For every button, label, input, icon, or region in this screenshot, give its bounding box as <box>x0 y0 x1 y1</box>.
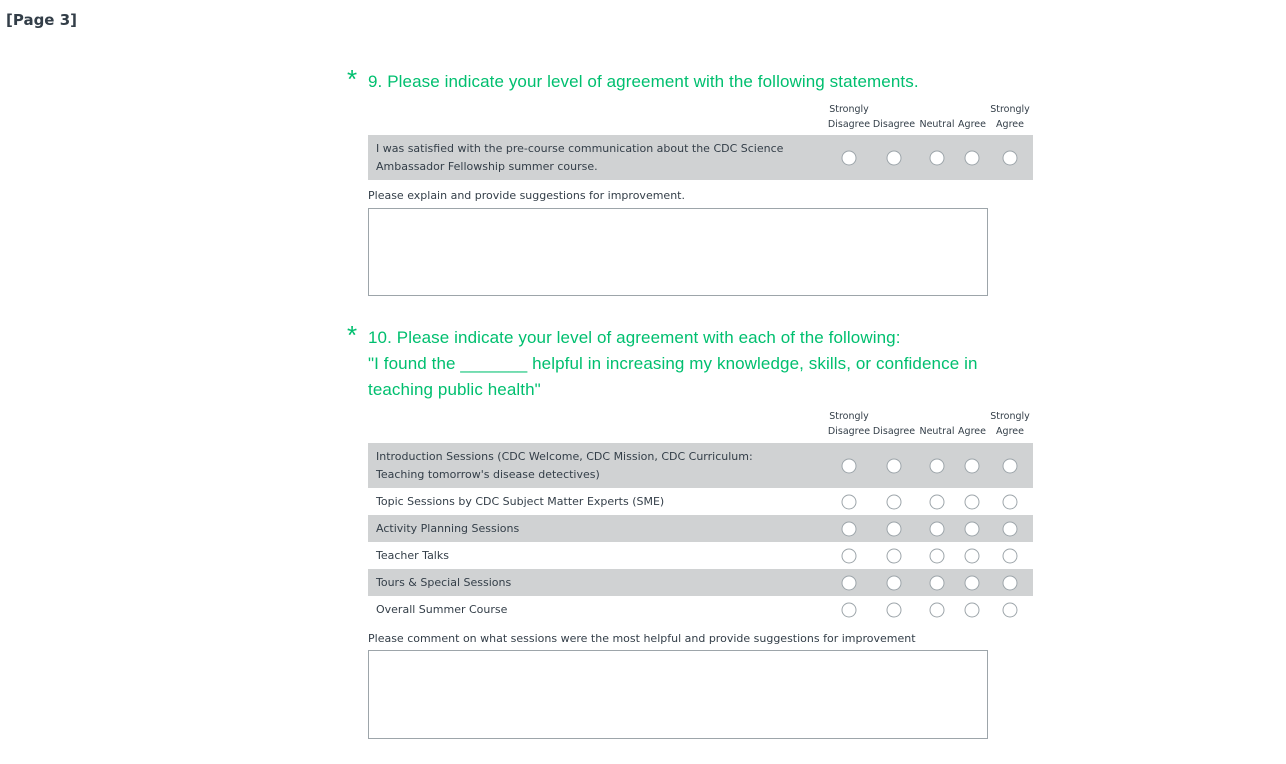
radio-strongly-agree[interactable] <box>1003 575 1018 590</box>
scale-label-line: Agree <box>996 426 1024 437</box>
scale-label <box>828 102 870 132</box>
radio-neutral[interactable] <box>930 548 945 563</box>
scale-label-line <box>873 102 915 117</box>
radio-disagree[interactable] <box>887 575 902 590</box>
radio-disagree[interactable] <box>887 150 902 165</box>
scale-label-line: Disagree <box>827 119 871 130</box>
matrix-row <box>368 515 1033 542</box>
question-9-comment-input[interactable] <box>368 208 988 296</box>
radio-strongly-disagree[interactable] <box>842 602 857 617</box>
scale-label <box>919 102 954 132</box>
question-9-title: 9. Please indicate your level of agreement with the following statements. <box>368 72 919 91</box>
radio-neutral[interactable] <box>930 575 945 590</box>
radio-disagree[interactable] <box>887 521 902 536</box>
scale-label <box>873 102 915 132</box>
radio-disagree[interactable] <box>887 458 902 473</box>
matrix-row-label: Introduction Sessions (CDC Welcome, CDC Mission, CDC Curriculum: Teaching tomorrow's disease detectives) <box>376 449 753 481</box>
radio-agree[interactable] <box>965 458 980 473</box>
radio-strongly-disagree[interactable] <box>842 575 857 590</box>
matrix-row-label: Teacher Talks <box>376 548 449 562</box>
scale-label-line: Disagree <box>827 426 871 437</box>
radio-agree[interactable] <box>965 150 980 165</box>
question-10-comment-input[interactable] <box>368 650 988 739</box>
question-9-comment-label: Please explain and provide suggestions for improvement. <box>368 189 685 202</box>
question-10-comment-label: Please comment on what sessions were the most helpful and provide suggestions for improvement <box>368 632 916 645</box>
question-10-title-line: teaching public health" <box>368 380 541 399</box>
matrix-row <box>368 443 1033 488</box>
scale-label-line <box>958 102 986 117</box>
question-10-title-line: "I found the _______ helpful in increasing my knowledge, skills, or confidence in <box>368 354 978 373</box>
scale-label <box>990 102 1030 132</box>
scale-label-line <box>958 409 986 424</box>
radio-disagree[interactable] <box>887 548 902 563</box>
question-10-title <box>368 325 978 403</box>
required-asterisk: * <box>347 320 358 350</box>
scale-label-line: Agree <box>996 119 1024 130</box>
scale-label-line: Strongly <box>990 411 1030 422</box>
radio-disagree[interactable] <box>887 602 902 617</box>
scale-label <box>873 409 915 439</box>
matrix-row <box>368 135 1033 180</box>
required-asterisk: * <box>347 64 358 94</box>
radio-agree[interactable] <box>965 494 980 509</box>
radio-strongly-agree[interactable] <box>1003 458 1018 473</box>
scale-label <box>958 409 986 439</box>
scale-label-line: Agree <box>958 119 986 130</box>
scale-label <box>919 409 954 439</box>
scale-label-line <box>919 102 954 117</box>
scale-label-line: Agree <box>958 426 986 437</box>
scale-label-line: Neutral <box>919 119 955 130</box>
matrix-row <box>368 596 1033 623</box>
radio-neutral[interactable] <box>930 602 945 617</box>
radio-neutral[interactable] <box>930 458 945 473</box>
radio-strongly-disagree[interactable] <box>842 494 857 509</box>
radio-strongly-agree[interactable] <box>1003 602 1018 617</box>
radio-strongly-agree[interactable] <box>1003 150 1018 165</box>
matrix-row-label: Topic Sessions by CDC Subject Matter Experts (SME) <box>376 494 665 508</box>
matrix-row-label: Activity Planning Sessions <box>376 521 520 535</box>
radio-strongly-agree[interactable] <box>1003 548 1018 563</box>
scale-label-line: Strongly <box>829 411 869 422</box>
radio-disagree[interactable] <box>887 494 902 509</box>
scale-label-line: Strongly <box>990 104 1030 115</box>
matrix-row <box>368 542 1033 569</box>
radio-agree[interactable] <box>965 548 980 563</box>
radio-agree[interactable] <box>965 575 980 590</box>
scale-label <box>990 409 1030 439</box>
radio-strongly-agree[interactable] <box>1003 494 1018 509</box>
radio-strongly-agree[interactable] <box>1003 521 1018 536</box>
matrix-row-label: Tours & Special Sessions <box>376 575 512 589</box>
matrix-row <box>368 488 1033 515</box>
radio-neutral[interactable] <box>930 521 945 536</box>
radio-strongly-disagree[interactable] <box>842 548 857 563</box>
scale-label <box>958 102 986 132</box>
scale-label-line: Neutral <box>919 426 955 437</box>
scale-label <box>828 409 870 439</box>
scale-label-line: Strongly <box>829 104 869 115</box>
radio-strongly-disagree[interactable] <box>842 458 857 473</box>
radio-agree[interactable] <box>965 602 980 617</box>
scale-label-line <box>873 409 915 424</box>
radio-strongly-disagree[interactable] <box>842 150 857 165</box>
matrix-row-label: Overall Summer Course <box>376 602 508 616</box>
page-label: [Page 3] <box>6 11 77 29</box>
radio-neutral[interactable] <box>930 150 945 165</box>
radio-agree[interactable] <box>965 521 980 536</box>
matrix-row <box>368 569 1033 596</box>
scale-label-line: Disagree <box>872 426 916 437</box>
radio-strongly-disagree[interactable] <box>842 521 857 536</box>
question-10-title-line: 10. Please indicate your level of agreement with each of the following: <box>368 328 901 347</box>
scale-label-line <box>919 409 954 424</box>
scale-label-line: Disagree <box>872 119 916 130</box>
radio-neutral[interactable] <box>930 494 945 509</box>
matrix-row-label: I was satisfied with the pre-course communication about the CDC Science Ambassador Fellowship summer course. <box>376 141 784 173</box>
